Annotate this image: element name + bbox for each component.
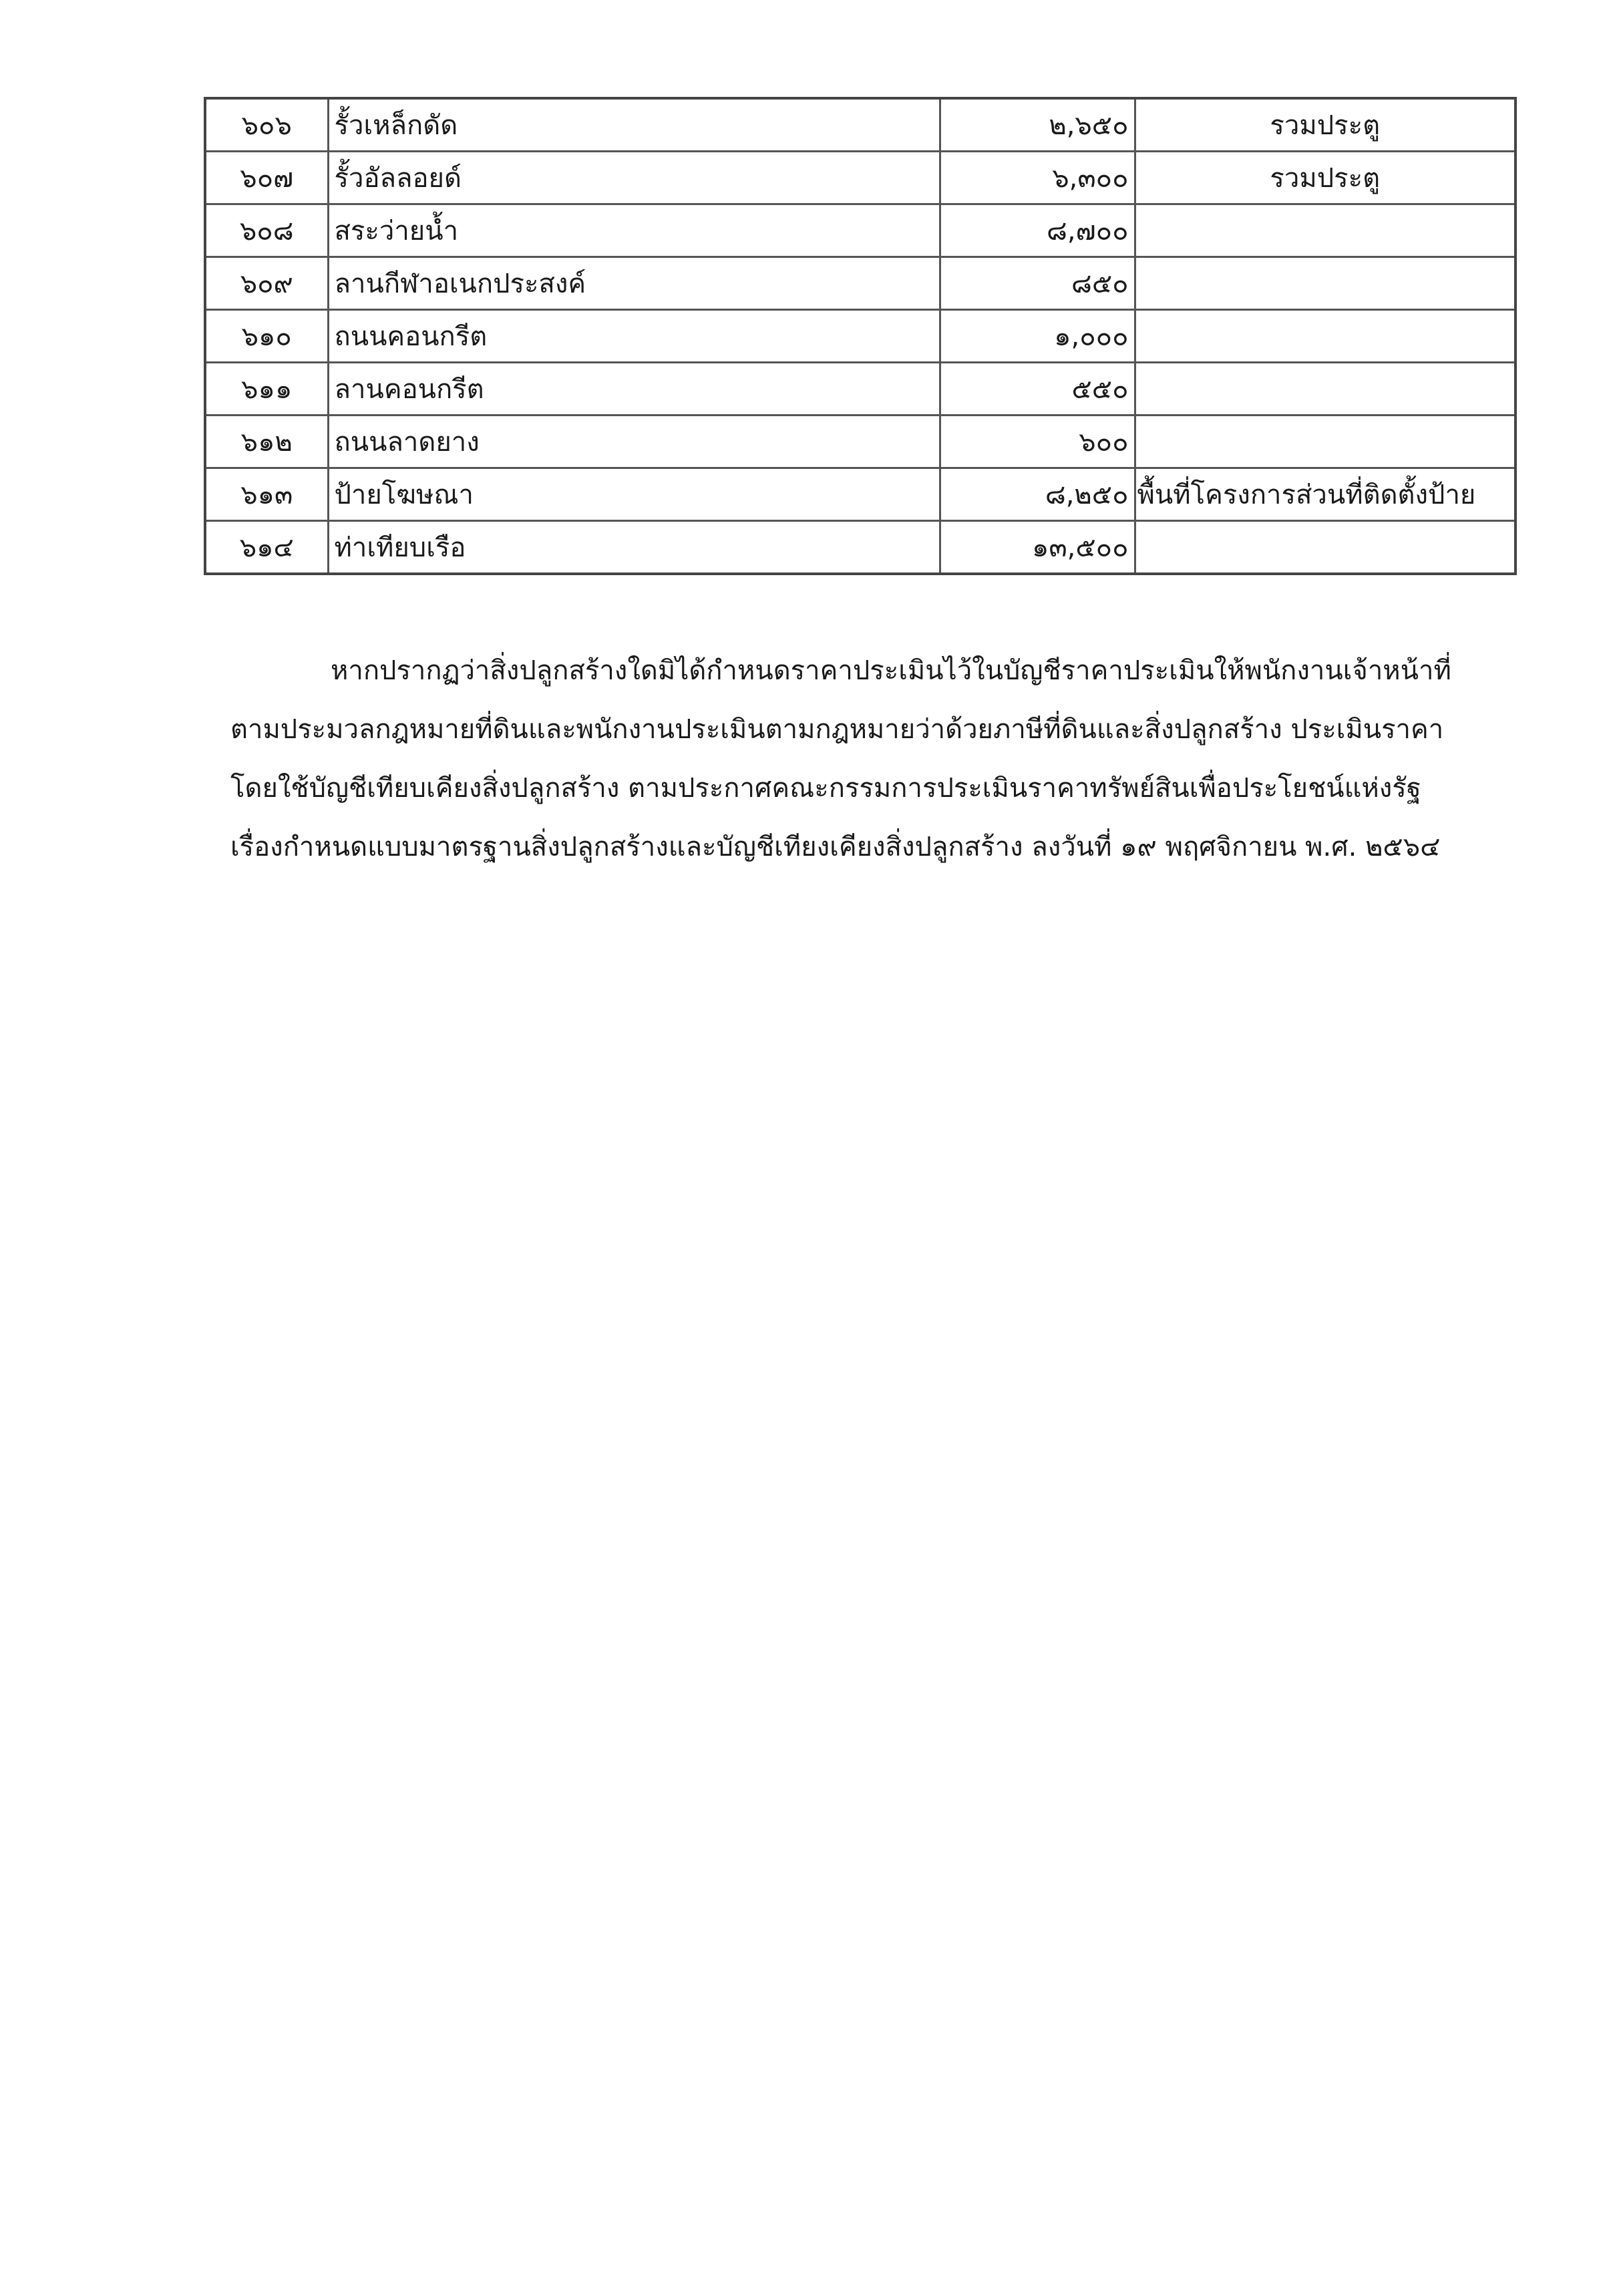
note-cell (1135, 521, 1515, 575)
note-cell (1135, 204, 1515, 257)
price-value: ๖,๓๐๐ (940, 152, 1135, 204)
table-row (205, 152, 1515, 204)
paragraph-line: โดยใช้บัญชีเทียบเคียงสิ่งปลูกสร้าง ตามประกาศคณะกรรมการประเมินราคาทรัพย์สินเพื่อประโยชน์แห่งรัฐ (230, 773, 1421, 804)
table-row (205, 204, 1515, 257)
building-name: ท่าเทียบเรือ (328, 521, 940, 575)
row-number: ๖๑๒ (205, 416, 328, 468)
table-row (205, 363, 1515, 416)
price-value: ๑๓,๕๐๐ (940, 521, 1135, 575)
price-value: ๘,๗๐๐ (940, 204, 1135, 257)
note-cell (1135, 416, 1515, 468)
building-name: ลานกีฬาอเนกประสงค์ (328, 257, 940, 310)
row-number: ๖๐๘ (205, 204, 328, 257)
table-row (205, 468, 1515, 521)
building-name: รั้วอัลลอยด์ (328, 152, 940, 204)
price-value: ๒,๖๕๐ (940, 98, 1135, 152)
row-number: ๖๐๗ (205, 152, 328, 204)
price-value: ๑,๐๐๐ (940, 310, 1135, 363)
price-value: ๘๕๐ (940, 257, 1135, 310)
note-cell: รวมประตู (1135, 152, 1515, 204)
row-number: ๖๐๙ (205, 257, 328, 310)
note-cell (1135, 257, 1515, 310)
paragraph-line: ตามประมวลกฎหมายที่ดินและพนักงานประเมินตามกฎหมายว่าด้วยภาษีที่ดินและสิ่งปลูกสร้าง ประเมินราคา (230, 714, 1444, 745)
paragraph-line: หากปรากฏว่าสิ่งปลูกสร้างใดมิได้กำหนดราคาประเมินไว้ในบัญชีราคาประเมินให้พนักงานเจ้าหน้าที่ (331, 655, 1451, 686)
note-cell: พื้นที่โครงการส่วนที่ติดตั้งป้าย (1135, 468, 1515, 521)
building-name: ถนนคอนกรีต (328, 310, 940, 363)
paragraph-line: เรื่องกำหนดแบบมาตรฐานสิ่งปลูกสร้างและบัญชีเทียงเคียงสิ่งปลูกสร้าง ลงวันที่ ๑๙ พฤศจิกายน พ.ศ. ๒๕๖๔ (230, 832, 1441, 862)
price-value: ๖๐๐ (940, 416, 1135, 468)
row-number: ๖๑๐ (205, 310, 328, 363)
price-value: ๘,๒๕๐ (940, 468, 1135, 521)
building-name: ลานคอนกรีต (328, 363, 940, 416)
note-cell (1135, 363, 1515, 416)
table-row (205, 521, 1515, 575)
building-name: รั้วเหล็กดัด (328, 98, 940, 152)
table-row (205, 416, 1515, 468)
table-row (205, 310, 1515, 363)
price-value: ๕๕๐ (940, 363, 1135, 416)
row-number: ๖๐๖ (205, 98, 328, 152)
building-name: ถนนลาดยาง (328, 416, 940, 468)
row-number: ๖๑๔ (205, 521, 328, 575)
note-cell: รวมประตู (1135, 98, 1515, 152)
row-number: ๖๑๓ (205, 468, 328, 521)
row-number: ๖๑๑ (205, 363, 328, 416)
assessment-note-paragraph (230, 641, 1486, 876)
building-price-table (204, 97, 1517, 575)
building-name: ป้ายโฆษณา (328, 468, 940, 521)
note-cell (1135, 310, 1515, 363)
building-name: สระว่ายน้ำ (328, 204, 940, 257)
table-row (205, 98, 1515, 152)
table-row (205, 257, 1515, 310)
